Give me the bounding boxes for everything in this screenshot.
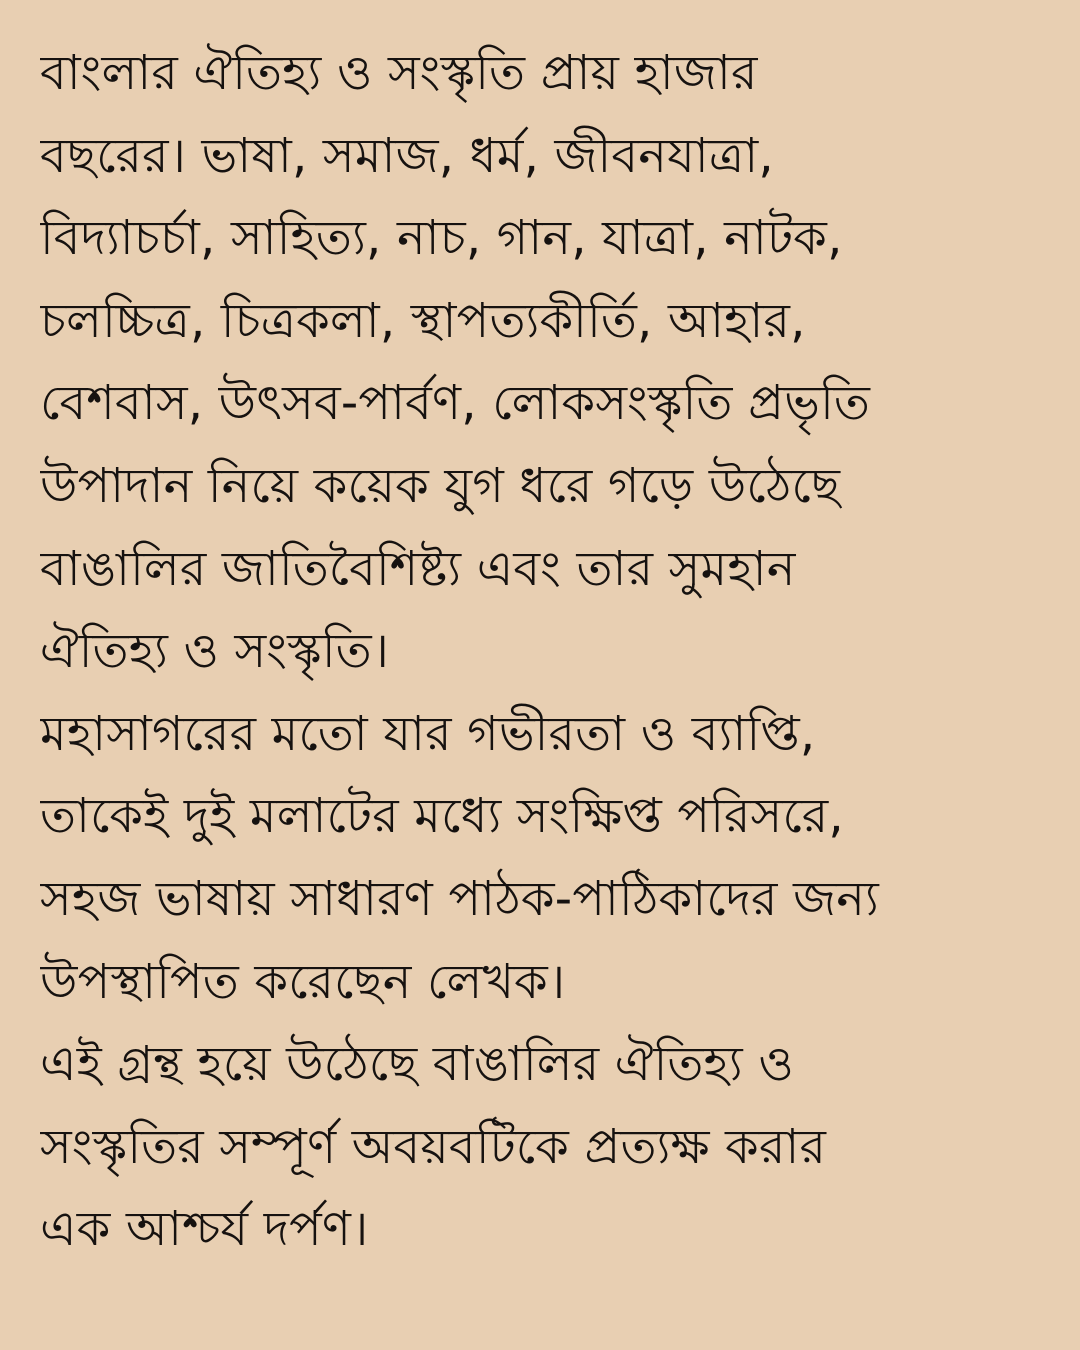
text-line: সহজ ভাষায় সাধারণ পাঠক-পাঠিকাদের জন্য bbox=[40, 870, 879, 927]
text-line: বেশবাস, উৎসব-পার্বণ, লোকসংস্কৃতি প্রভৃতি bbox=[40, 375, 871, 432]
text-line: তাকেই দুই মলাটের মধ্যে সংক্ষিপ্ত পরিসরে, bbox=[40, 788, 844, 845]
text-line: চলচ্চিত্র, চিত্রকলা, স্থাপত্যকীর্তি, আহার, bbox=[40, 292, 806, 349]
text-line: উপাদান নিয়ে কয়েক যুগ ধরে গড়ে উঠেছে bbox=[40, 457, 841, 514]
text-line: সংস্কৃতির সম্পূর্ণ অবয়বটিকে প্রত্যক্ষ করার bbox=[40, 1118, 827, 1175]
text-line: বাঙালির জাতিবৈশিষ্ট্য এবং তার সুমহান bbox=[40, 540, 796, 597]
text-line: ঐতিহ্য ও সংস্কৃতি। bbox=[40, 623, 390, 680]
text-line: বছরের। ভাষা, সমাজ, ধর্ম, জীবনযাত্রা, bbox=[40, 127, 774, 184]
body-text bbox=[40, 32, 1040, 1271]
text-line: এই গ্রন্থ হয়ে উঠেছে বাঙালির ঐতিহ্য ও bbox=[40, 1036, 794, 1093]
text-line: বিদ্যাচর্চা, সাহিত্য, নাচ, গান, যাত্রা, নাটক, bbox=[40, 210, 843, 267]
text-line: এক আশ্চর্য দর্পণ। bbox=[40, 1201, 369, 1258]
text-line: উপস্থাপিত করেছেন লেখক। bbox=[40, 953, 566, 1010]
text-line: বাংলার ঐতিহ্য ও সংস্কৃতি প্রায় হাজার bbox=[40, 45, 758, 101]
text-line: মহাসাগরের মতো যার গভীরতা ও ব্যাপ্তি, bbox=[40, 705, 816, 762]
